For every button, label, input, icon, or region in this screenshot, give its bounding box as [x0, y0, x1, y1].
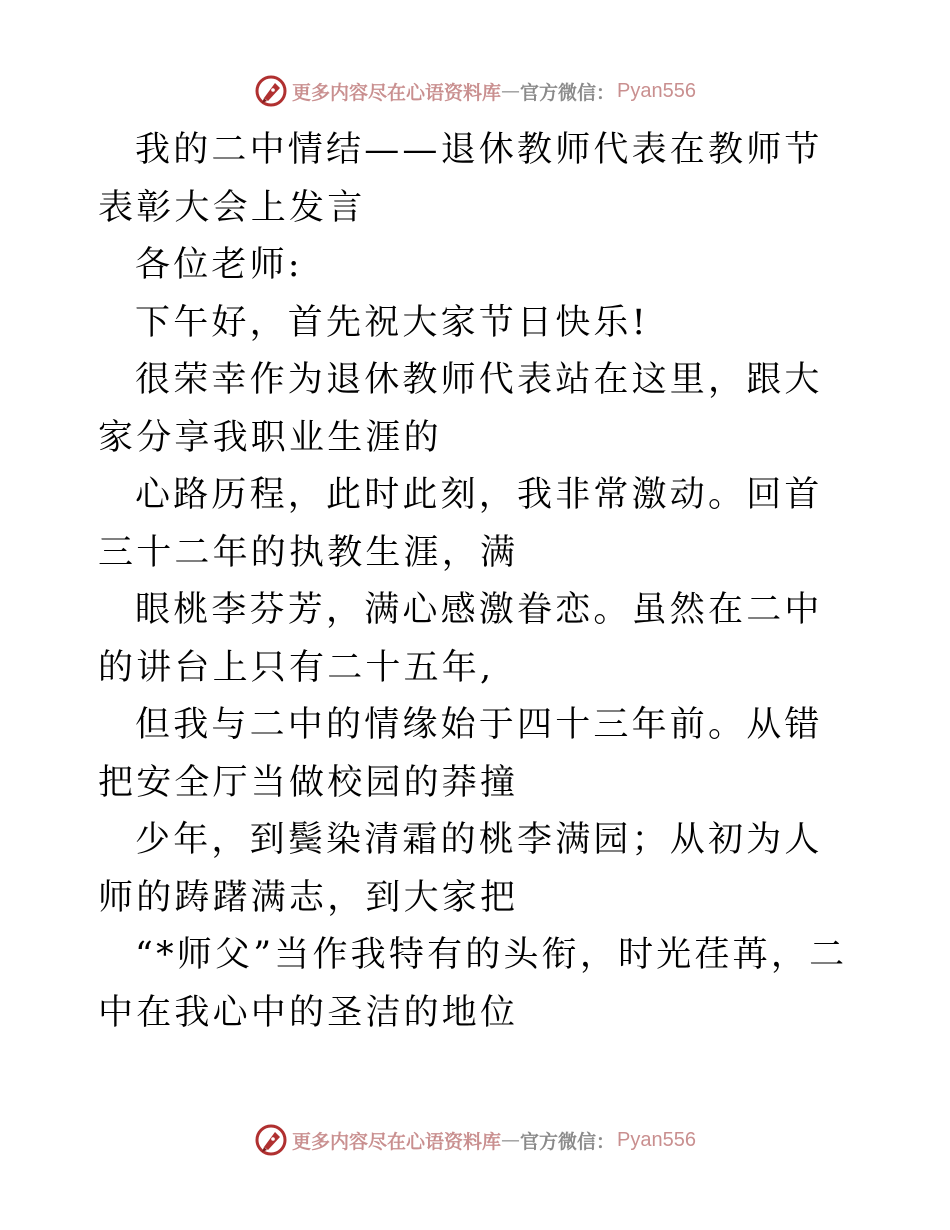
paragraph: “*师父”当作我特有的头衔，时光荏苒，二中在我心中的圣洁的地位 — [98, 935, 848, 1033]
paragraph: 但我与二中的情缘始于四十三年前。从错把安全厅当做校园的莽撞 — [98, 705, 823, 803]
document-title: 我的二中情结——退休教师代表在教师节表彰大会上发言 — [98, 130, 823, 228]
paragraph: 很荣幸作为退休教师代表站在这里，跟大家分享我职业生涯的 — [98, 360, 823, 458]
document-body — [98, 122, 854, 1042]
pen-nib-logo-icon — [254, 1123, 288, 1157]
watermark-main-text: 更多内容尽在心语资料库 — [292, 81, 502, 104]
paragraph: 眼桃李芬芳，满心感激眷恋。虽然在二中的讲台上只有二十五年, — [98, 590, 823, 688]
salutation: 各位老师: — [135, 245, 303, 285]
watermark-label: 官方微信： — [520, 81, 616, 104]
watermark-dash: — — [501, 1129, 521, 1151]
paragraph: 少年，到鬓染清霜的桃李满园；从初为人师的踌躇满志，到大家把 — [98, 820, 823, 918]
paragraph: 心路历程，此时此刻，我非常激动。回首三十二年的执教生涯，满 — [98, 475, 823, 573]
watermark-wechat-id: Pyan556 — [617, 1128, 696, 1151]
watermark-wechat-id: Pyan556 — [617, 79, 696, 102]
watermark-banner-top — [0, 71, 950, 111]
pen-nib-logo-icon — [254, 74, 288, 108]
watermark-label: 官方微信： — [520, 1130, 616, 1153]
watermark-dash: — — [501, 80, 521, 102]
watermark-banner-bottom — [0, 1120, 950, 1160]
paragraph: 下午好，首先祝大家节日快乐! — [135, 302, 649, 343]
watermark-main-text: 更多内容尽在心语资料库 — [292, 1130, 502, 1153]
